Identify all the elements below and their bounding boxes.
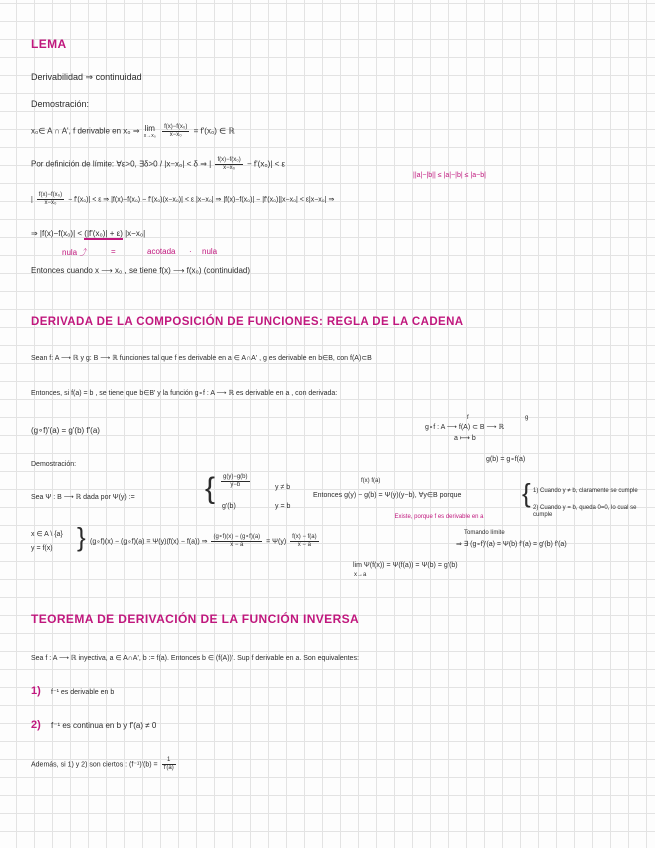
psi-case-1: [219, 474, 252, 489]
fraction-numerator: g(y)−g(b): [223, 474, 248, 480]
inverse-hypothesis: Sea f : A ⟶ ℝ inyectiva, a ∈ A∩A', b := f(a). Entonces b ∈ (f(A))'. Sup f derivable en a. Son equivalentes:: [31, 655, 359, 662]
fraction-numerator: f(x)−f(x₀): [217, 157, 241, 163]
fraction-denominator: y−b: [230, 482, 241, 488]
composition-value: g(b) = g∘f(a): [486, 456, 526, 463]
identity-text: (g∘f)(x) − (g∘f)(a) = Ψ(y)(f(x) − f(a)) ⇒: [90, 538, 208, 546]
nula-label-2: nula: [202, 247, 218, 256]
chain-text: − f'(x₀)| < ε ⇒ |f(x)−f(x₀) − f'(x₀)(x−x₀)| < ε |x−x₀| ⇒ |f(x)−f(x₀)| − |f'(x₀)||x−x₀| < ε|x−x₀| ⇒: [68, 196, 335, 204]
composition-identity: [90, 534, 321, 549]
hypothesis-result: = f'(x₀) ∈ ℝ: [193, 126, 235, 136]
composition-quotient: [211, 534, 262, 549]
arrow-label-g: g: [525, 415, 529, 421]
inverse-formula: [31, 757, 178, 772]
domain-condition: x ∈ A \ {a}: [31, 531, 63, 538]
reason-brace: {: [522, 478, 531, 508]
fraction-denominator: x − a: [230, 542, 244, 548]
fraction-numerator: 1: [162, 757, 176, 765]
bounded-factor: (|f'(x₀)| + ε): [84, 229, 123, 238]
limit-def-end: − f'(x₀)| < ε: [247, 159, 286, 169]
lema-title: LEMA: [31, 37, 67, 51]
psi-continuity: lim Ψ(f(x)) = Ψ(f(a)) = Ψ(b) = g'(b): [353, 562, 458, 569]
chain-rule-claim: Entonces, si f(a) = b , se tiene que b∈B' y la función g∘f : A ⟶ ℝ es derivable en a , con derivada:: [31, 390, 338, 397]
composition-mapping: a ⟼ b: [454, 435, 476, 442]
continuity-conclusion: Entonces cuando x ⟶ x₀ , se tiene f(x) ⟶ f(x₀) (continuidad): [31, 266, 250, 275]
inverse-formula-text: Además, si 1) y 2) son ciertos : (f⁻¹)'(b) =: [31, 761, 158, 769]
item-1-number: 1): [31, 685, 41, 697]
fraction-numerator: f(x) − f(a): [292, 534, 317, 540]
psi-brace: {: [205, 472, 216, 505]
tomando-limite-note: Tomando límite: [464, 530, 505, 536]
substitution: y = f(x): [31, 545, 53, 552]
psi-factor: = Ψ(y): [266, 538, 287, 546]
limit-definition: [31, 157, 285, 172]
psi-case-1-condition: y ≠ b: [275, 484, 291, 491]
fraction-numerator: f(x)−f(x₀): [38, 192, 63, 198]
difference-quotient: [215, 157, 242, 172]
inverse-theorem-title: TEOREMA DE DERIVACIÓN DE LA FUNCIÓN INVERSA: [31, 612, 360, 626]
limit-expression: [144, 125, 156, 139]
hypothesis-text: x₀∈ A ∩ A', f derivable en x₀ ⇒: [31, 126, 140, 136]
bound-line: [31, 229, 145, 238]
inverse-quotient: [162, 757, 176, 772]
fraction-denominator: x−x₀: [169, 132, 182, 138]
bound-end: |x−x₀|: [122, 229, 146, 238]
triangle-inequality-note: ||a|−|b|| ≤ |a|−|b| ≤ |a−b|: [413, 172, 486, 179]
dot-label: ·: [189, 247, 192, 256]
acotada-label: acotada: [147, 247, 176, 256]
domain-brace: }: [77, 522, 86, 552]
limit-def-text: Por definición de límite: ∀ε>0, ∃δ>0 / |x−x₀| < δ ⇒ |: [31, 159, 212, 169]
chain-rule-formula: (g∘f)'(a) = g'(b) f'(a): [31, 426, 100, 435]
chain-rule-hypothesis: Sean f: A ⟶ ℝ y g: B ⟶ ℝ funciones tal que f es derivable en a ∈ A∩A' , g es derivable en b∈B, con f(A)⊂B: [31, 355, 372, 362]
psi-case-2-condition: y = b: [275, 503, 291, 510]
nula-label: nula ⤴: [62, 248, 88, 257]
psi-limit-subscript: x→a: [354, 572, 367, 578]
chain-rule-conclusion: ⇒ ∃ (g∘f)'(a) = Ψ(b) f'(a) = g'(b) f'(a): [456, 541, 567, 548]
inequality-chain: [31, 192, 334, 207]
item-2-text: f⁻¹ es continua en b y f'(a) ≠ 0: [51, 721, 157, 730]
lim-label: lim: [144, 123, 155, 133]
abs-bar: |: [31, 196, 33, 204]
lim-subscript: x→x₀: [143, 132, 156, 139]
f-quotient: [290, 534, 319, 549]
item-2-number: 2): [31, 719, 41, 731]
fraction-numerator: (g∘f)(x) − (g∘f)(a): [213, 534, 261, 540]
psi-definition-text: Sea Ψ : B ⟶ ℝ dada por Ψ(y) :=: [31, 494, 135, 501]
lema-demo-label: Demostración:: [31, 99, 90, 109]
arrow-label-f: f: [467, 415, 469, 421]
chain-demo-label: Demostración:: [31, 461, 77, 468]
equals-label: =: [111, 247, 116, 256]
fraction-denominator: x−x₀: [44, 200, 57, 206]
psi-identity: Entonces g(y) − g(b) = Ψ(y)(y−b), ∀y∈B porque: [313, 492, 462, 499]
fraction-denominator: x−x₀: [223, 165, 236, 171]
fraction-denominator: f'(a): [163, 765, 174, 771]
reason-1: 1) Cuando y ≠ b, claramente se cumple: [533, 488, 638, 494]
psi-quotient: [221, 474, 250, 489]
fraction-denominator: x − a: [297, 542, 311, 548]
bound-text: ⇒ |f(x)−f(x₀)| <: [31, 229, 85, 238]
substitution-labels: f(x) f(a): [361, 478, 381, 484]
reason-2: 2) Cuando y = b, queda 0=0, lo cual se cumple: [533, 505, 637, 518]
existence-note: Existe, porque f es derivable en a: [394, 514, 484, 520]
psi-case-2: g'(b): [222, 503, 236, 510]
difference-quotient: [162, 124, 189, 139]
lema-hypothesis: [31, 124, 235, 139]
fraction-numerator: f(x)−f(x₀): [164, 124, 188, 130]
chain-rule-title: DERIVADA DE LA COMPOSICIÓN DE FUNCIONES: REGLA DE LA CADENA: [31, 316, 464, 328]
difference-quotient: [37, 192, 64, 207]
composition-diagram: g∘f : A ⟶ f(A) ⊂ B ⟶ ℝ: [425, 424, 505, 431]
item-1-text: f⁻¹ es derivable en b: [51, 689, 115, 696]
lema-statement: Derivabilidad ⇒ continuidad: [31, 72, 142, 82]
